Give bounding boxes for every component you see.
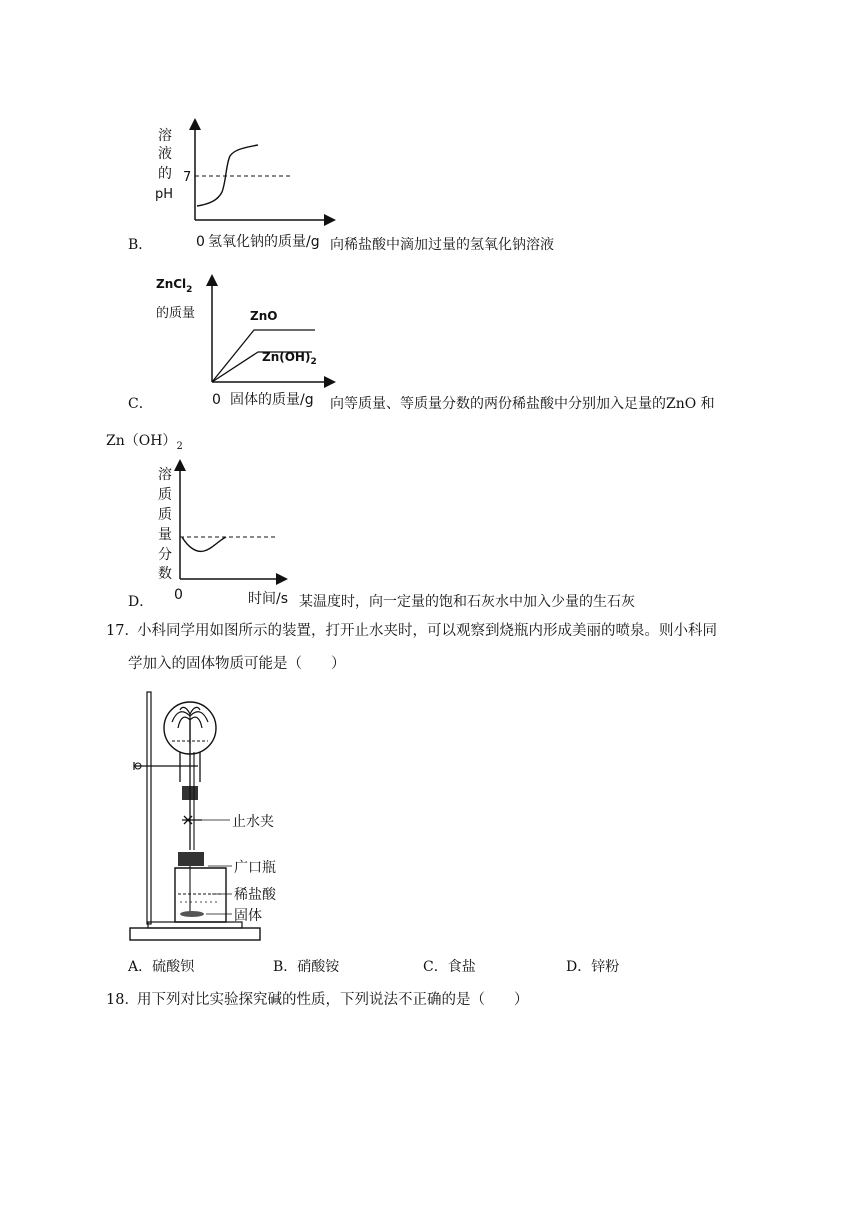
option-d-letter: D． [128, 594, 154, 610]
choice-b-letter: B． [273, 959, 298, 975]
label-acid: 稀盐酸 [234, 887, 276, 903]
x-axis-label: 固体的质量/g [230, 392, 314, 408]
choice-c[interactable] [423, 960, 476, 974]
question-18-text: 用下列对比实验探究碱的性质，下列说法不正确的是（ ） [137, 992, 529, 1008]
y-label-sub: 2 [186, 285, 193, 295]
question-17-line1: 小科同学用如图所示的装置，打开止水夹时，可以观察到烧瓶内形成美丽的喷泉。则小科同 [137, 623, 717, 639]
option-b-letter: B． [128, 237, 153, 253]
ph-curve [197, 145, 258, 206]
option-c-description: 向等质量、等质量分数的两份稀盐酸中分别加入足量的ZnO 和 [330, 396, 715, 412]
question-18-number: 18． [106, 992, 139, 1008]
y-label-char: 质 [158, 507, 172, 523]
choice-c-letter: C． [423, 959, 448, 975]
label-clamp: 止水夹 [232, 814, 274, 830]
series-znoh2-label: Zn(OH) [262, 350, 311, 364]
choice-d-text: 锌粉 [591, 959, 620, 975]
series-znoh2-sub: 2 [310, 357, 317, 367]
x-axis-label: 时间/s [248, 591, 289, 607]
question-17-number: 17． [106, 623, 139, 639]
choice-a[interactable] [128, 960, 194, 974]
choice-d-letter: D． [566, 959, 592, 975]
option-c-letter: C． [128, 396, 153, 412]
option-d-graph [150, 455, 300, 610]
stand-platform [148, 922, 242, 928]
y-label-char: 溶 [158, 128, 172, 144]
y-label-zncl: ZnCl [156, 277, 187, 291]
origin-label: 0 [196, 234, 205, 250]
option-c-graph [150, 270, 340, 412]
solid-sample [180, 911, 204, 917]
option-b-graph [150, 112, 340, 252]
option-c-description-cont [106, 434, 183, 452]
label-solid: 固体 [234, 908, 262, 924]
stand-rod [147, 692, 151, 924]
choice-a-text: 硫酸钡 [152, 959, 195, 975]
option-c-formula: Zn（OH） [106, 433, 177, 449]
choice-a-letter: A． [128, 959, 153, 975]
choice-c-text: 食盐 [447, 959, 476, 975]
y-tick-7: 7 [183, 170, 192, 185]
option-c-formula-sub: 2 [176, 440, 183, 452]
svg-text:Zn(OH)2 [262, 350, 317, 367]
option-b-description: 向稀盐酸中滴加过量的氢氧化钠溶液 [330, 237, 554, 253]
pinch-clamp-icon [182, 816, 202, 824]
choice-b-text: 硝酸铵 [297, 959, 340, 975]
bottle-stopper [178, 852, 204, 866]
y-label-mass: 的质量 [156, 306, 196, 321]
y-label-char: 质 [158, 487, 172, 503]
option-d-description: 某温度时，向一定量的饱和石灰水中加入少量的生石灰 [299, 594, 635, 610]
question-17-line2: 学加入的固体物质可能是（ ） [128, 656, 346, 672]
y-label-char: 分 [158, 547, 172, 563]
choice-d[interactable] [566, 960, 619, 974]
x-axis-label: 氢氧化钠的质量/g [208, 234, 320, 250]
y-label-char: 的 [158, 166, 172, 182]
fountain-apparatus-figure [120, 686, 320, 946]
choice-b[interactable] [273, 960, 339, 974]
y-label-char: 数 [158, 566, 172, 582]
svg-text:ZnCl2 [156, 277, 192, 295]
y-label-char: 液 [158, 146, 172, 162]
y-label-char: 量 [158, 527, 172, 543]
stand-base [130, 928, 260, 940]
y-label-char: 溶 [158, 467, 172, 483]
origin-label: 0 [174, 587, 183, 603]
label-jar: 广口瓶 [234, 860, 276, 876]
series-zno-label: ZnO [250, 309, 278, 323]
origin-label: 0 [212, 392, 221, 408]
y-label-char: pH [155, 187, 174, 202]
mass-fraction-curve [182, 537, 226, 551]
